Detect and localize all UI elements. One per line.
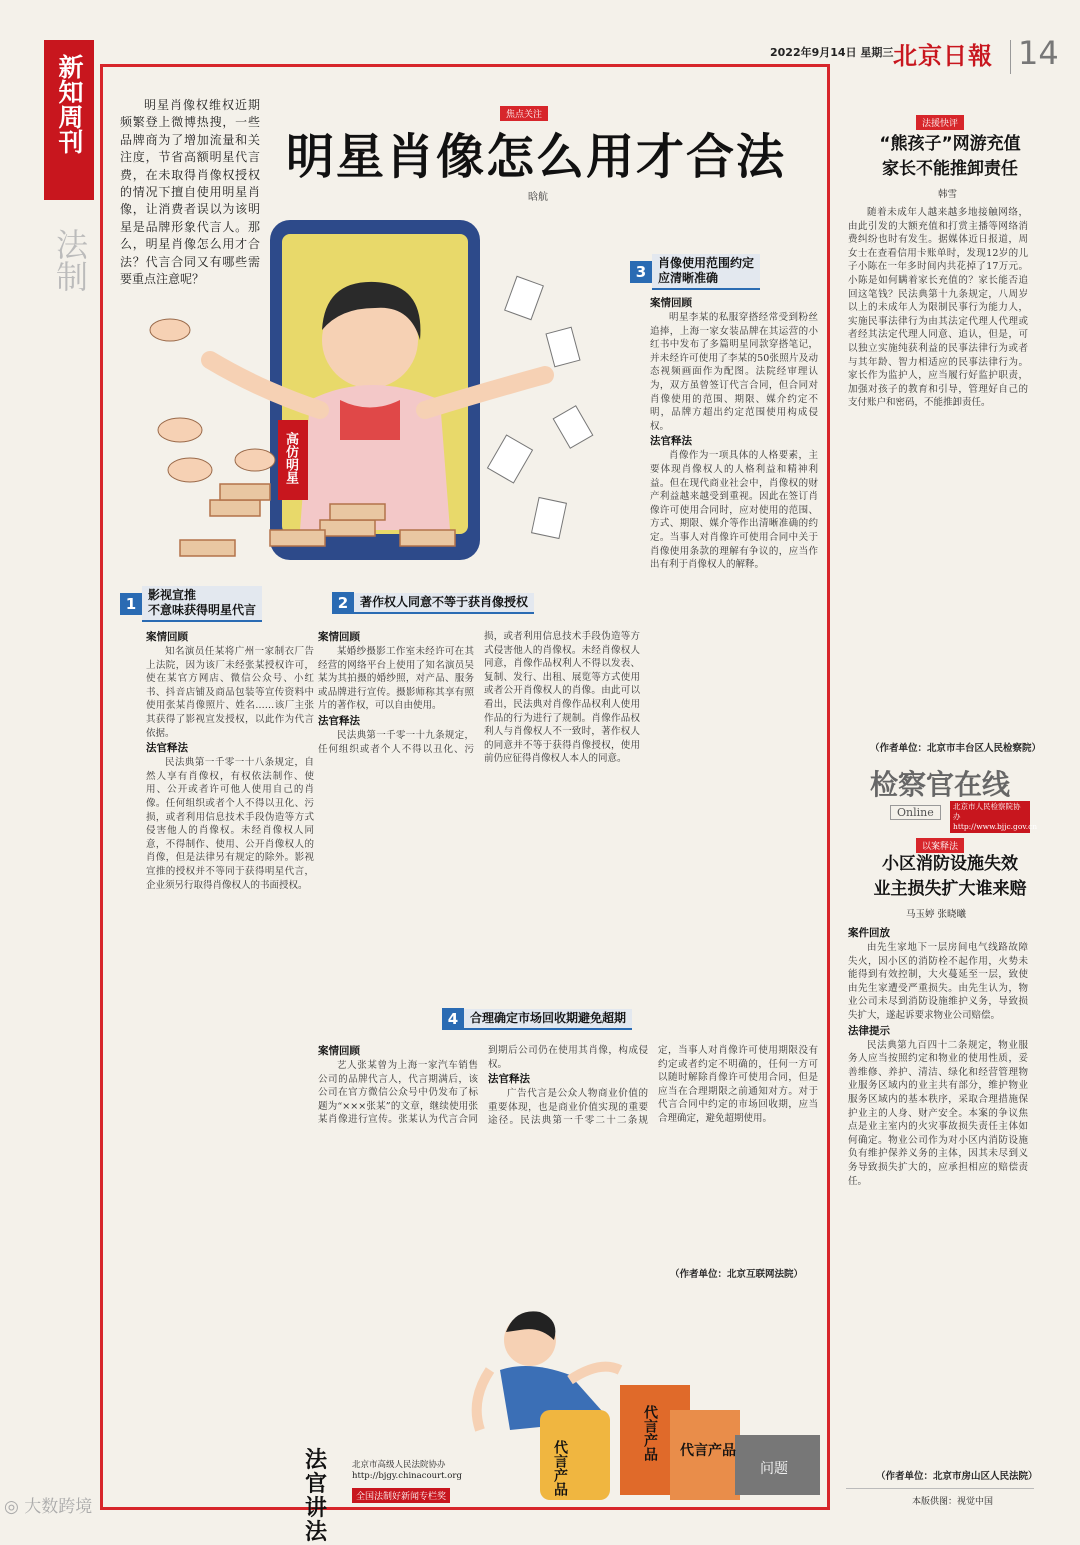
banner-url: http://www.bjjc.gov.cn: [953, 822, 1038, 831]
right-top-headline: [840, 132, 1060, 182]
section-1-case-label: 案情回顾: [146, 631, 188, 643]
section-3-title: [652, 254, 760, 290]
section-4-header: [442, 1008, 632, 1030]
banner-title: 检察官在线: [870, 768, 1011, 801]
watermark-icon: ◎: [4, 1497, 25, 1517]
section-2-case-text: 某婚纱摄影工作室未经许可在其经营的网络平台上使用了知名演员吴某为其拍摄的婚纱照，对产品、服务或品牌进行宣传。摄影师称其享有照片的著作权，可以自由使用。: [318, 646, 474, 712]
section-2-body: [318, 630, 640, 1010]
section-1-number: 1: [120, 593, 142, 615]
watermark-text: 大数跨境: [24, 1497, 93, 1517]
right-bottom-byline: 马玉婷 张晓曦: [906, 909, 967, 920]
illustration-phone-woman: [150, 200, 610, 585]
issue-date: 2022年9月14日 星期三: [770, 46, 894, 59]
right-bottom-case-text: 由先生家地下一层房间电气线路故障失火，因小区的消防栓不起作用，火势未能得到有效控制，大火蔓延至一层，致使由先生家遭受严重损失。由先生认为，物业公司未尽到消防设施维护义务，导致损失扩大，遂起诉要求物业公司赔偿。: [848, 942, 1028, 1021]
right-bottom-law-text: 民法典第九百四十二条规定，物业服务人应当按照约定和物业的使用性质，妥善维修、养护、清洁、绿化和经营管理物业服务区域内的业主共有部分，维护物业服务区域内的基本秩序，采取合理措施保护业主的人身、财产安全。本案的争议焦点是业主室内的火灾事故损失责任主体如何确定。物业公司作为对小区内消防设施负有维护保养义务的主体，因其未尽到义务导致损失扩大的，应承担相应的赔偿责任。: [848, 1039, 1028, 1187]
newspaper-logo: 北京日報: [893, 41, 993, 70]
section-1-title-line2: 不意味获得明星代言: [148, 603, 257, 617]
court-host-name: 北京市高级人民法院协办: [352, 1460, 446, 1470]
right-bottom-title-1: 小区消防设施失效: [882, 854, 1018, 874]
section-4-case-label: 案情回顾: [318, 1045, 360, 1057]
banner-online: Online: [890, 805, 941, 820]
right-bottom-tag: 以案释法: [916, 838, 964, 853]
award-badge: 全国法制好新闻专栏奖: [352, 1488, 450, 1503]
section-3-case-label: 案情回顾: [650, 297, 692, 309]
right-bottom-law-label: 法律提示: [848, 1024, 890, 1037]
section-1-header: [120, 586, 262, 622]
section-1-law-label: 法官释法: [146, 742, 188, 755]
section-1-title-line1: 影视宣推: [148, 588, 197, 602]
photo-credit: 本版供图：视觉中国: [912, 1497, 994, 1507]
prosecutor-online-banner: [846, 757, 1038, 831]
banner-org: [950, 801, 1038, 833]
section-4-number: 4: [442, 1008, 464, 1030]
section-3-law-text: 肖像作为一项具体的人格要素，主要体现肖像权人的人格利益和精神利益。但在现代商业社会中，肖像权的财产利益越来越受到重视。因此在签订肖像许可使用合同时，应对使用的范围、方式、期限、媒介等作出清晰准确的约定。当事人对肖像许可使用合同中关于肖像使用条款的理解有争议的，应当作出有利于肖像权人的解释。: [650, 450, 818, 571]
column-badge: [44, 40, 94, 200]
right-top-title-1: “熊孩子”网游充值: [879, 134, 1021, 154]
section-name: 法制: [51, 228, 89, 292]
right-footer-divider: [846, 1488, 1034, 1489]
lead-paragraph: 明星肖像权维权近期频繁登上微博热搜，一些品牌商为了增加流量和关注度，节省高额明星代言费，在未取得肖像权授权的情况下擅自使用明星肖像，让消费者误以为该明星是品牌形象代言人。那么，明星肖像怎么用才合法？代言合同又有哪些需要重点注意呢？: [120, 98, 260, 287]
banner-org-name: 北京市人民检察院协办: [953, 802, 1021, 821]
section-2-law-label: 法官释法: [318, 714, 360, 727]
right-top-text: 随着未成年人越来越多地接触网络，由此引发的大额充值和打赏主播等网络消费纠纷也时有发生。据媒体近日报道，周女士在查看信用卡账单时，发现12岁的儿子小陈在一年多时间内共花掉了17万元。小陈是如何瞒着家长充值的？家长能否追回这笔钱？民法典第十九条规定，八周岁以上的未成年人为限制民事行为能力人，实施民事法律行为由其法定代理人代理或者经其法定代理人同意、追认，但是，可以独立实施纯获利益的民事法律行为或者与其年龄、智力相适应的民事法律行为。家长作为监护人，应当履行好监护职责，加强对孩子的教育和引导，管理好自己的支付账户和密码，不能推卸责任。: [848, 207, 1028, 409]
problem-label: 问题: [760, 1461, 788, 1477]
right-top-tag: 法援快评: [916, 115, 964, 130]
product-label-2: 代言产品: [642, 1405, 658, 1461]
court-column-logo: 法官讲法: [305, 1447, 328, 1545]
section-1-title: [142, 586, 262, 622]
right-top-title-2: 家长不能推卸责任: [882, 159, 1018, 179]
court-host-url: http://bjgy.chinacourt.org: [352, 1471, 462, 1481]
section-2-title: 著作权人同意不等于获肖像授权: [354, 593, 534, 614]
header-divider: [1010, 40, 1011, 74]
section-2-law-text: 民法典第一千零一十九条规定，任何组织或者个人不得以丑化、污损，或者利用信息技术手段伪造等方式侵害他人的肖像权。未经肖像权人同意，肖像作品权利人不得以发表、复制、发行、出租、展览等方式使用或者公开肖像权人的肖像。由此可以看出，民法典对肖像作品权利人使用作品的行为进行了规制。肖像作品权利人与肖像权人不一致时，著作权人的同意并不等于获得肖像授权，使用前仍应征得肖像权人本人的同意。: [318, 631, 640, 765]
section-3-header: [630, 254, 760, 290]
right-bottom-body: [848, 926, 1028, 1496]
section-3-title-line1: 肖像使用范围约定: [658, 256, 755, 270]
section-1-case-text: 知名演员任某将广州一家制衣厂告上法院，因为该厂未经张某授权许可，使在某官方网店、微信公众号、小红书、抖音店铺及商品包装等宣传资料中使用张某肖像照片、姓名……该厂主张其获得了影视宣发授权，以此作为代言依据。: [146, 646, 314, 739]
section-3-case-text: 明星李某的私服穿搭经常受到粉丝追捧，上海一家女装品牌在其运营的小红书中发布了多篇明星同款穿搭笔记，并未经许可使用了李某的50张照片及动态视频画面作为配图。法院经审理认为，双方虽曾签订代言合同，但合同对肖像使用的范围、期限、媒介约定不明，品牌方超出约定范围使用构成侵权。: [650, 312, 818, 432]
illustration-fake-products: [470, 1280, 820, 1505]
main-author: （作者单位：北京互联网法院）: [670, 1269, 804, 1280]
section-4-law-text: 广告代言是公众人物商业价值的重要体现，也是商业价值实现的重要途径。民法典第一千零二十二条规定，当事人对肖像许可使用期限没有约定或者约定不明确的，任何一方可以随时解除肖像许可使用合同，但是应当在合理期限之前通知对方。对于代言合同中约定的市场回收期，应当合理确定，避免超期使用。: [488, 1045, 818, 1127]
fake-star-sign: 高仿明星: [283, 432, 298, 484]
right-top-body: [848, 206, 1028, 736]
section-1-body: [146, 630, 314, 1500]
section-3-law-label: 法官释法: [650, 435, 692, 448]
section-4-law-label: 法官释法: [488, 1073, 530, 1086]
section-4-body: [318, 1044, 818, 1264]
section-4-case-text: 艺人张某曾为上海一家汽车销售公司的品牌代言人，代言期满后，该公司在官方微信公众号中仍发布了标题为“×××张某”的文章，继续使用张某肖像进行宣传。张某认为代言合同到期后公司仍在使用其肖像，构成侵权。: [318, 1045, 648, 1126]
section-2-header: [332, 592, 534, 614]
right-bottom-case-label: 案件回放: [848, 927, 890, 939]
main-byline: 晗航: [528, 192, 548, 203]
section-2-number: 2: [332, 592, 354, 614]
right-bottom-headline: [840, 852, 1060, 902]
court-column-host: [352, 1460, 462, 1482]
right-top-byline: 韩雪: [938, 189, 958, 200]
feature-tag: 焦点关注: [500, 106, 548, 121]
section-3-number: 3: [630, 261, 652, 283]
section-3-title-line2: 应清晰准确: [658, 271, 719, 285]
right-bottom-title-2: 业主损失扩大谁来赔: [873, 879, 1027, 899]
page-number: 14: [1018, 34, 1059, 72]
section-4-title: 合理确定市场回收期避免超期: [464, 1009, 632, 1030]
column-name: 新知周刊: [55, 54, 84, 154]
section-1-law-text: 民法典第一千零一十八条规定，自然人享有肖像权，有权依法制作、使用、公开或者许可他人使用自己的肖像。任何组织或者个人不得以丑化、污损，或者利用信息技术手段伪造等方式侵害他人的肖像权。未经肖像权人同意，不得制作、使用、公开肖像权人的肖像，但是法律另有规定的除外。影视宣推的授权并不等同于获得明星代言，企业须另行取得肖像权人的书面授权。: [146, 757, 314, 891]
section-2-case-label: 案情回顾: [318, 631, 360, 643]
main-headline: 明星肖像怎么用才合法: [286, 129, 787, 185]
right-top-author: （作者单位：北京市丰台区人民检察院）: [870, 743, 1042, 754]
section-3-body: [650, 296, 818, 961]
right-bottom-author: （作者单位：北京市房山区人民法院）: [876, 1471, 1038, 1482]
watermark: [4, 1492, 92, 1517]
product-label-1: 代言产品: [552, 1440, 568, 1496]
product-label-3: 代言产品: [680, 1443, 736, 1459]
